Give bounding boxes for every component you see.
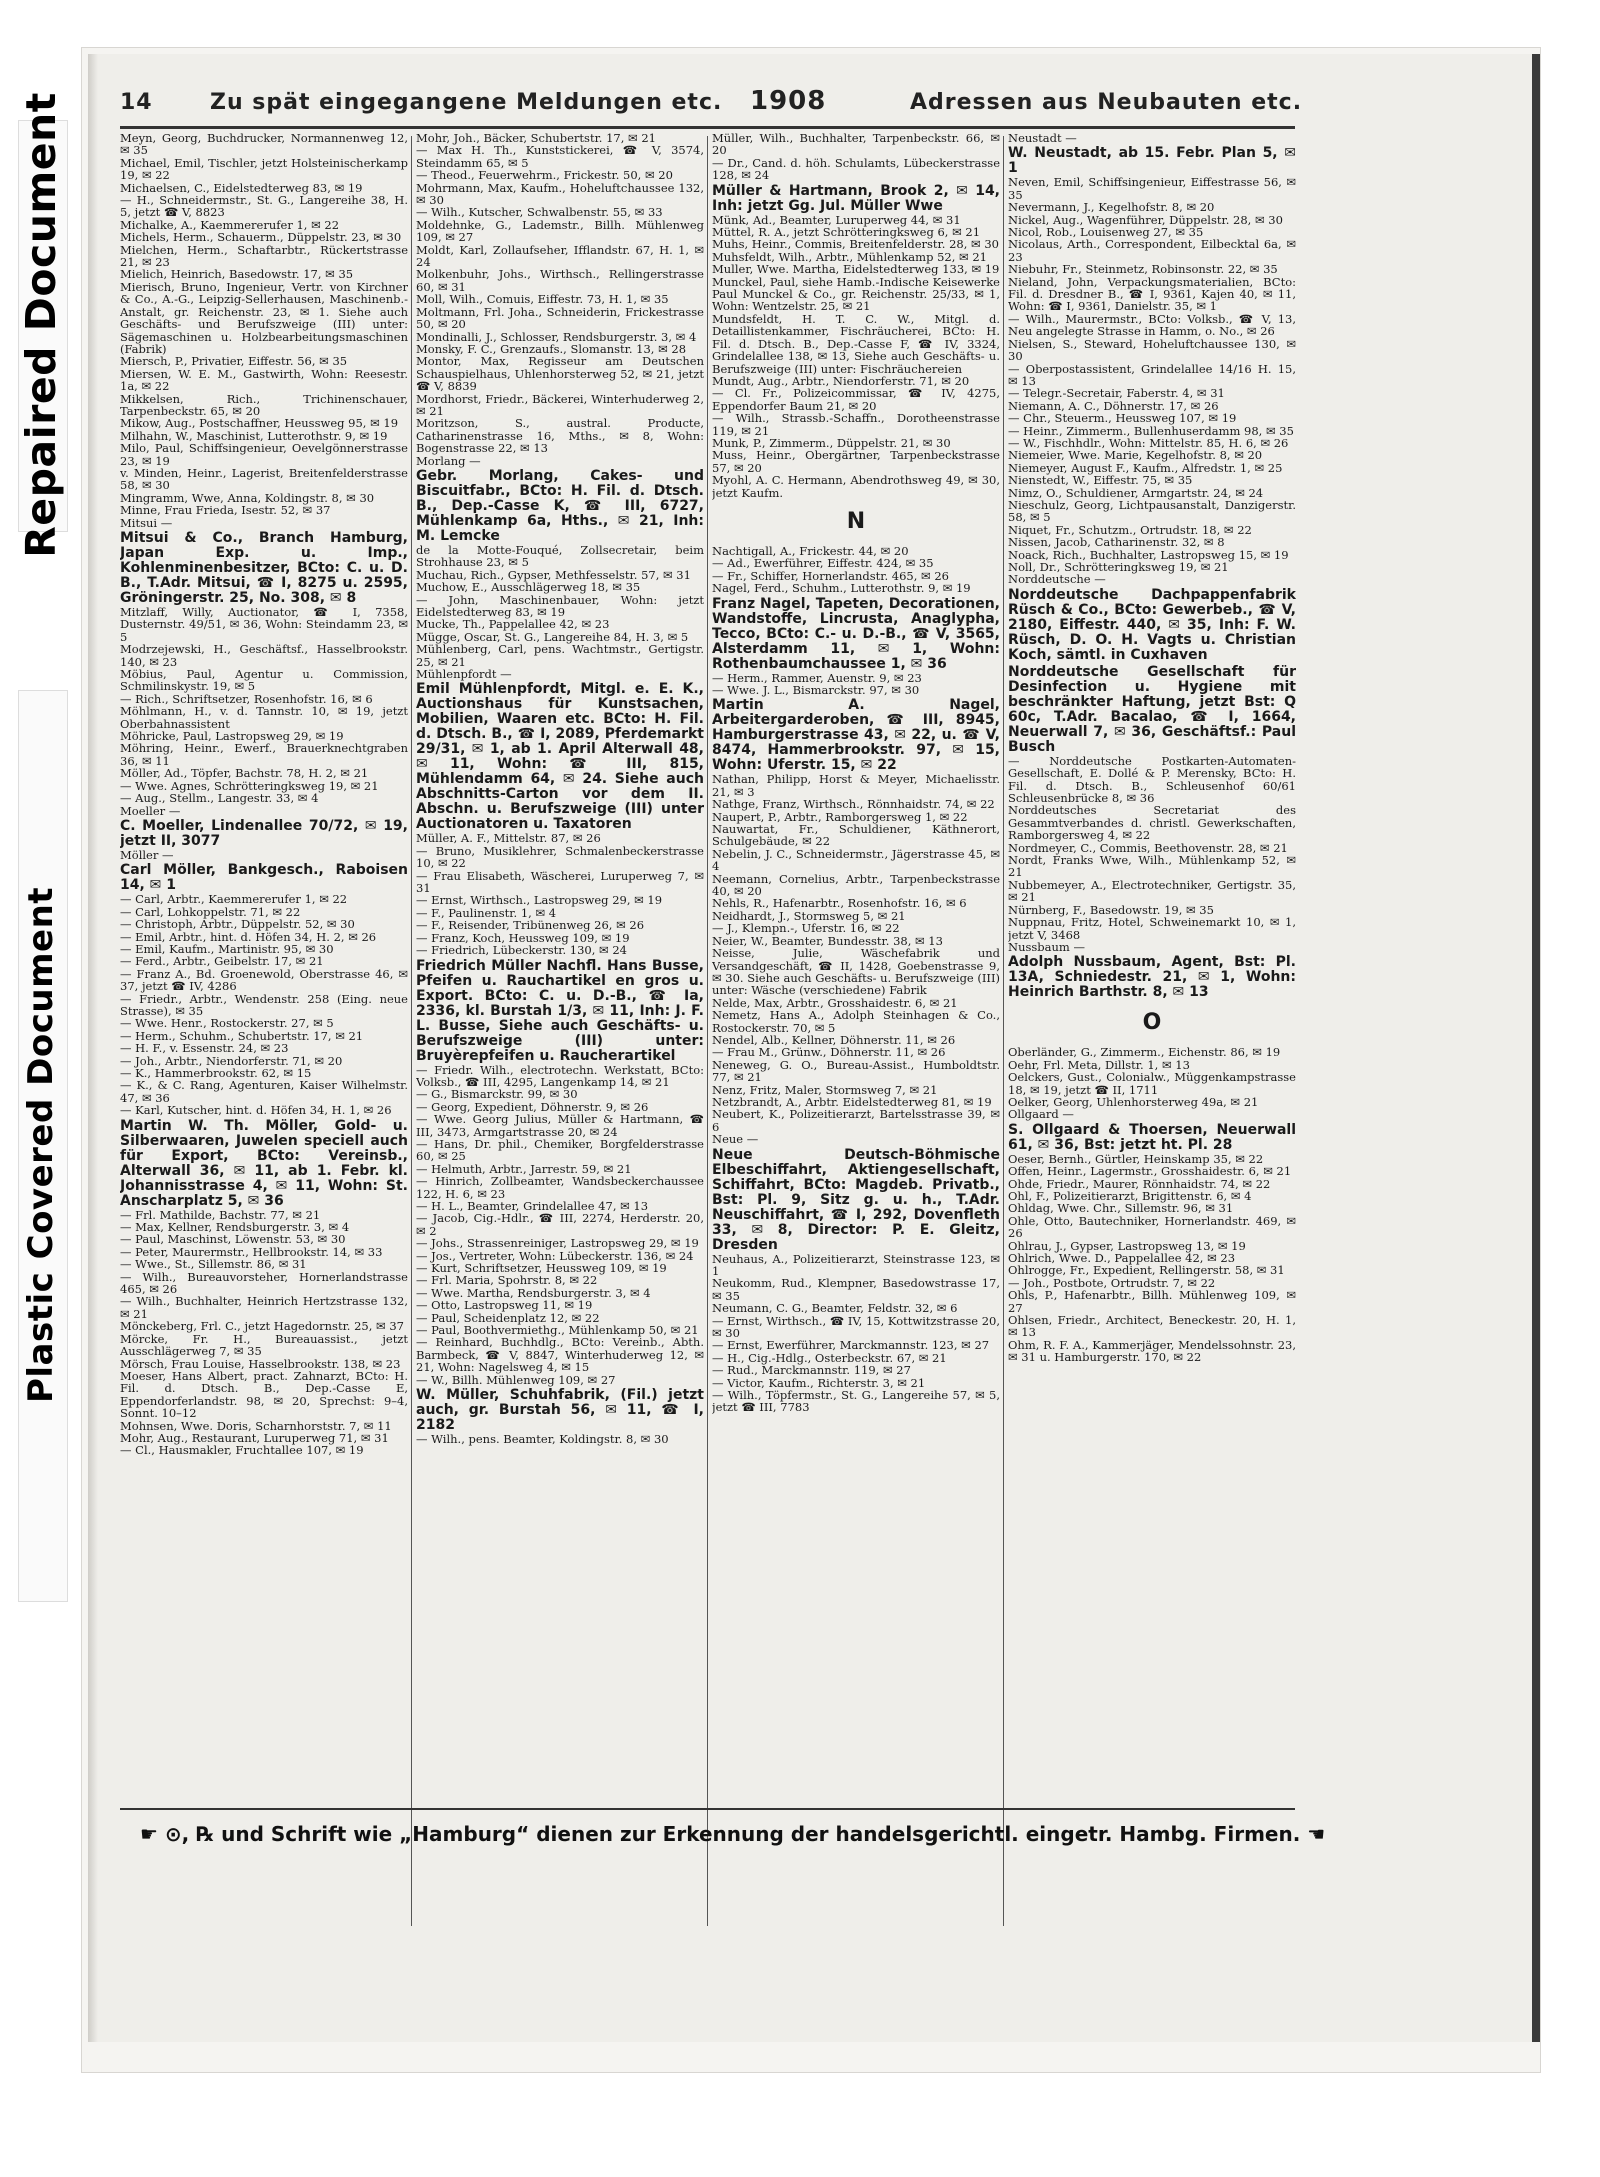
directory-entry: v. Minden, Heinr., Lagerist, Breitenfelderstrasse 58, ✉ 30: [120, 465, 408, 493]
directory-entry: — Wwe. Georg Julius, Müller & Hartmann, ☎ III, 3473, Armgartstrasse 20, ✉ 24: [416, 1112, 704, 1139]
directory-entry: Myohl, A. C. Hermann, Abendrothsweg 49, ✉ 30, jetzt Kaufm.: [712, 473, 1000, 500]
firm-entry: Müller & Hartmann, Brook 2, ✉ 14, Inh: jetzt Gg. Jul. Müller Wwe: [712, 182, 1000, 214]
directory-entry: — Karl, Kutscher, hint. d. Höfen 34, H. 1, ✉ 26: [120, 1103, 392, 1118]
directory-entry: — Frl. Mathilde, Bachstr. 77, ✉ 21: [120, 1207, 321, 1222]
directory-entry: Oelckers, Gust., Colonialw., Müggenkampstrasse 18, ✉ 19, jetzt ☎ II, 1711: [1008, 1070, 1296, 1097]
directory-entry: Mörsch, Frau Louise, Hasselbrookstr. 138, ✉ 23: [120, 1356, 401, 1371]
directory-entry: Neue —: [712, 1132, 759, 1147]
directory-entry: Möhring, Heinr., Ewerf., Brauerknechtgraben 36, ✉ 11: [120, 741, 408, 768]
directory-entry: — Wwe. Henr., Rostockerstr. 27, ✉ 5: [120, 1016, 334, 1031]
directory-entry: Ohlrogge, Fr., Expedient, Rellingerstr. 58, ✉ 31: [1008, 1263, 1285, 1278]
directory-entry: Mohr, Aug., Restaurant, Luruperweg 71, ✉ 31: [120, 1430, 389, 1445]
directory-entry: Milhahn, W., Maschinist, Lutterothstr. 9, ✉ 19: [120, 428, 388, 443]
firm-entry: Martin A. Nagel, Arbeitergarderoben, ☎ III, 8945, Hamburgerstrasse 43, ✉ 22, u. ☎ V, 8474, Hammerbrookstr. 97, ✉ 15, Wohn: Uferstr. 15, ✉ 22: [712, 697, 1000, 774]
directory-entry: — Hans, Dr. phil., Chemiker, Borgfelderstrasse 60, ✉ 25: [416, 1136, 704, 1164]
directory-entry: de la Motte-Fouqué, Zollsecretair, beim Strohhause 23, ✉ 5: [416, 542, 704, 570]
directory-entry: Niemeyer, August F., Kaufm., Alfredstr. 1, ✉ 25: [1008, 460, 1283, 475]
header-rule: [120, 126, 1295, 129]
directory-entry: Moeller —: [120, 803, 181, 818]
directory-entry: Oberländer, G., Zimmerm., Eichenstr. 86, ✉ 19: [1008, 1045, 1281, 1060]
firm-entry: W. Müller, Schuhfabrik, (Fil.) jetzt auch, gr. Burstah 56, ✉ 11, ☎ I, 2182: [416, 1387, 704, 1434]
directory-entry: — Dr., Cand. d. höh. Schulamts, Lübeckerstrasse 128, ✉ 24: [712, 155, 1000, 183]
firm-entry: Norddeutsche Dachpappenfabrik Rüsch & Co., BCto: Gewerbeb., ☎ V, 2180, Eiffestr. 440, ✉ 35, Inh: F. W. Rüsch, D. O. H. Vagts u. Christian Koch, sämtl. in Cuxhaven: [1008, 586, 1296, 663]
directory-entry: Möbius, Paul, Agentur u. Commission, Schmilinskystr. 19, ✉ 5: [120, 667, 408, 694]
directory-entry: — Wilh., Strassb.-Schaffn., Dorotheenstrasse 119, ✉ 21: [712, 411, 1000, 438]
directory-entry: Mohrmann, Max, Kaufm., Hoheluftchaussee 132, ✉ 30: [416, 180, 704, 208]
directory-entry: — Fr., Schiffer, Hornerlandstr. 465, ✉ 26: [712, 568, 949, 583]
directory-entry: — Bruno, Musiklehrer, Schmalenbeckerstrasse 10, ✉ 22: [416, 843, 704, 871]
column-3: [712, 132, 1000, 1922]
directory-entry: Mundsfeldt, H. T. C. W., Mitgl. d. Detaillistenkammer, Fischräucherei, BCto: H. Fil. d. Dtsch. B., Dep.-Casse F, ☎ IV, 3324, Grindelallee 138, ✉ 13, Siehe auch Geschäfts- u. Berufszweige (III) unter: Fischräuchereien: [712, 311, 1000, 376]
directory-entry: — Max H. Th., Kunststickerei, ☎ V, 3574, Steindamm 65, ✉ 5: [416, 143, 704, 170]
directory-entry: — Wwe. J. L., Bismarckstr. 97, ✉ 30: [712, 683, 920, 697]
directory-entry: Nenz, Fritz, Maler, Stormsweg 7, ✉ 21: [712, 1082, 938, 1097]
directory-entry: Mühlenberg, Carl, pens. Wachtmstr., Gertigstr. 25, ✉ 21: [416, 642, 704, 669]
directory-entry: Nordmeyer, C., Commis, Beethovenstr. 28, ✉ 21: [1008, 840, 1288, 855]
directory-entry: — K., Hammerbrookstr. 62, ✉ 15: [120, 1066, 312, 1080]
directory-entry: — Wilh., Bureauvorsteher, Hornerlandstrasse 465, ✉ 26: [120, 1269, 408, 1297]
directory-entry: Nissen, Jacob, Catharinenstr. 32, ✉ 8: [1008, 535, 1225, 550]
directory-entry: — Paul, Scheidenplatz 12, ✉ 22: [416, 1310, 600, 1325]
directory-entry: — Ernst, Wirthsch., ☎ IV, 15, Kottwitzstrasse 20, ✉ 30: [712, 1313, 1000, 1341]
directory-entry: Moldehnke, G., Lademstr., Billh. Mühlenweg 109, ✉ 27: [416, 217, 704, 245]
directory-entry: — Cl., Hausmakler, Fruchtallee 107, ✉ 19: [120, 1443, 364, 1458]
directory-entry: Norddeutsche —: [1008, 572, 1106, 587]
directory-entry: — Peter, Maurermstr., Hellbrookstr. 14, ✉ 33: [120, 1244, 383, 1259]
directory-entry: — W., Billh. Mühlenweg 109, ✉ 27: [416, 1372, 616, 1387]
directory-entry: Minne, Frau Frieda, Isestr. 52, ✉ 37: [120, 503, 331, 518]
directory-entry: Michaelsen, C., Eidelstedterweg 83, ✉ 19: [120, 180, 363, 195]
directory-entry: Naupert, P., Arbtr., Ramborgersweg 1, ✉ 22: [712, 809, 968, 824]
directory-entry: Moritzson, S., austral. Producte, Catharinenstrasse 16, Mths., ✉ 8, Wohn: Bogenstrasse 22, ✉ 13: [416, 416, 704, 456]
directory-entry: Michels, Herm., Schauerm., Düppelstr. 23, ✉ 30: [120, 230, 402, 245]
directory-entry: — Frau Elisabeth, Wäscherei, Luruperweg 7, ✉ 31: [416, 868, 704, 896]
directory-entry: — Emil, Arbtr., hint. d. Höfen 34, H. 2, ✉ 26: [120, 929, 377, 944]
directory-entry: Nubbemeyer, A., Electrotechniker, Gertigstr. 35, ✉ 21: [1008, 877, 1296, 905]
header-year: 1908: [750, 86, 827, 116]
directory-entry: Noll, Dr., Schrötteringksweg 19, ✉ 21: [1008, 560, 1229, 574]
directory-entry: Muhsfeldt, Wilh., Arbtr., Mühlenkamp 52, ✉ 21: [712, 249, 987, 264]
directory-entry: — Wilh., pens. Beamter, Koldingstr. 8, ✉ 30: [416, 1432, 669, 1447]
directory-entry: — Telegr.-Secretair, Faberstr. 4, ✉ 31: [1008, 386, 1225, 401]
directory-columns: [112, 132, 1326, 1962]
directory-entry: — Wilh., Töpfermstr., St. G., Langereihe 57, ✉ 5, jetzt ☎ III, 7783: [712, 1388, 1000, 1415]
directory-entry: — Herm., Schuhm., Schubertstr. 17, ✉ 21: [120, 1028, 364, 1043]
directory-entry: Mielchen, Herm., Schaftarbtr., Rückertstrasse 21, ✉ 23: [120, 242, 408, 270]
directory-entry: — Hinrich, Zollbeamter, Wandsbeckerchaussee 122, H. 6, ✉ 23: [416, 1174, 704, 1201]
directory-entry: Montor, Max, Regisseur am Deutschen Schauspielhaus, Uhlenhorsterweg 52, ✉ 21, jetzt ☎ V, 8839: [416, 354, 704, 394]
directory-entry: — Franz, Koch, Heussweg 109, ✉ 19: [416, 930, 630, 945]
footer-rule: [120, 1808, 1295, 1810]
firm-entry: W. Neustadt, ab 15. Febr. Plan 5, ✉ 1: [1008, 145, 1296, 177]
directory-entry: Nathge, Franz, Wirthsch., Rönnhaidstr. 74, ✉ 22: [712, 797, 995, 812]
directory-entry: — G., Bismarckstr. 99, ✉ 30: [416, 1087, 578, 1102]
directory-entry: — Wwe. Martha, Rendsburgerstr. 3, ✉ 4: [416, 1285, 651, 1300]
directory-entry: Möller, Ad., Töpfer, Bachstr. 78, H. 2, ✉ 21: [120, 766, 369, 781]
directory-entry: Norddeutsches Secretariat des Gesammtverbandes d. christl. Gewerkschaften, Ramborgersweg 4, ✉ 22: [1008, 803, 1296, 843]
directory-entry: Noack, Rich., Buchhalter, Lastropsweg 15, ✉ 19: [1008, 547, 1289, 562]
directory-entry: Michael, Emil, Tischler, jetzt Holsteinischerkamp 19, ✉ 22: [120, 155, 408, 183]
directory-entry: Nauwartat, Fr., Schuldiener, Käthnerort, Schulgebäude, ✉ 22: [712, 822, 1000, 849]
directory-entry: Munk, P., Zimmerm., Düppelstr. 21, ✉ 30: [712, 435, 951, 450]
column-2: [416, 132, 704, 1922]
firm-entry: Norddeutsche Gesellschaft für Desinfection u. Hygiene mit beschränkter Haftung, jetzt Bst: Q 60c, T.Adr. Bacalao, ☎ I, 1664, Neuerwall 7, ✉ 36, Geschäftsf.: Paul Busch: [1008, 663, 1296, 755]
footer-note: ☛ ⊙, ℞ und Schrift wie „Hamburg“ dienen zur Erkennung der handelsgerichtl. eingetr. Hambg. Firmen. ☚: [140, 1822, 1326, 1846]
directory-entry: — H., Schneidermstr., St. G., Langereihe 38, H. 5, jetzt ☎ V, 8823: [120, 193, 408, 220]
firm-entry: Neue Deutsch-Böhmische Elbeschiffahrt, Aktiengesellschaft, Schiffahrt, BCto: Magdeb. Privatb., Bst: Pl. 9, Sitz g. u. h., T.Adr. Neuschiffahrt, ☎ I, 292, Dovenfleth 33, ✉ 8, Director: P. E. Gleitz, Dresden: [712, 1146, 1000, 1253]
directory-entry: — H. F., v. Essenstr. 24, ✉ 23: [120, 1041, 289, 1056]
directory-entry: Ohlrau, J., Gypser, Lastropsweg 13, ✉ 19: [1008, 1238, 1246, 1253]
directory-entry: Nelde, Max, Arbtr., Grosshaidestr. 6, ✉ 21: [712, 995, 958, 1010]
directory-entry: Möhricke, Paul, Lastropsweg 29, ✉ 19: [120, 729, 344, 744]
directory-entry: — John, Maschinenbauer, Wohn: jetzt Eidelstedterweg 83, ✉ 19: [416, 592, 704, 619]
directory-entry: Nemetz, Hans A., Adolph Steinhagen & Co., Rostockerstr. 70, ✉ 5: [712, 1008, 1000, 1035]
directory-entry: Ohde, Friedr., Maurer, Rönnhaidstr. 74, ✉ 22: [1008, 1176, 1271, 1191]
directory-entry: Möller —: [120, 847, 174, 862]
directory-entry: Niquet, Fr., Schutzm., Ortrudstr. 18, ✉ 22: [1008, 522, 1252, 537]
directory-entry: Oelker, Georg, Uhlenhorsterweg 49a, ✉ 21: [1008, 1094, 1259, 1109]
directory-entry: Neven, Emil, Schiffsingenieur, Eiffestrasse 56, ✉ 35: [1008, 175, 1296, 202]
directory-entry: — Christoph, Arbtr., Düppelstr. 52, ✉ 30: [120, 917, 355, 932]
directory-entry: — H. L., Beamter, Grindelallee 47, ✉ 13: [416, 1198, 649, 1213]
directory-entry: — Heinr., Zimmerm., Bullenhuserdamm 98, ✉ 35: [1008, 423, 1294, 438]
directory-entry: — Paul, Maschinst, Löwenstr. 53, ✉ 30: [120, 1232, 346, 1247]
directory-entry: — F., Paulinenstr. 1, ✉ 4: [416, 905, 557, 920]
directory-entry: — Emil, Kaufm., Martinistr. 95, ✉ 30: [120, 941, 334, 956]
directory-entry: — K., & C. Rang, Agenturen, Kaiser Wilhelmstr. 47, ✉ 36: [120, 1078, 408, 1105]
directory-entry: — Chr., Steuerm., Heussweg 107, ✉ 19: [1008, 411, 1237, 426]
directory-entry: Nordt, Franks Wwe, Wilh., Mühlenkamp 52, ✉ 21: [1008, 853, 1296, 880]
directory-entry: Milo, Paul, Schiffsingenieur, Oevelgönnerstrasse 23, ✉ 19: [120, 441, 408, 468]
directory-entry: — Ernst, Ewerführer, Marckmannstr. 123, ✉ 27: [712, 1338, 990, 1353]
directory-entry: Morlang —: [416, 453, 481, 468]
directory-entry: Oehr, Frl. Meta, Dillstr. 1, ✉ 13: [1008, 1057, 1190, 1072]
page-right-border: [1532, 54, 1540, 2042]
directory-entry: — Carl, Arbtr., Kaemmererufer 1, ✉ 22: [120, 892, 348, 907]
directory-entry: Mitsui —: [120, 515, 173, 530]
directory-entry: Mondinalli, J., Schlosser, Rendsburgerstr. 3, ✉ 4: [416, 329, 697, 344]
directory-entry: Neumann, C. G., Beamter, Feldstr. 32, ✉ 6: [712, 1301, 958, 1316]
directory-entry: Nicolaus, Arth., Correspondent, Eilbecktal 6a, ✉ 23: [1008, 237, 1296, 264]
column-separator: [707, 136, 708, 1926]
firm-entry: Gebr. Morlang, Cakes- und Biscuitfabr., BCto: H. Fil. d. Dtsch. B., Dep.-Casse K, ☎ III, 6727, Mühlenkamp 6a, Hths., ✉ 21, Inh: M. Lemcke: [416, 467, 704, 544]
directory-entry: Neidhardt, J., Stormsweg 5, ✉ 21: [712, 908, 906, 923]
directory-entry: — Carl, Lohkoppelstr. 71, ✉ 22: [120, 904, 301, 919]
directory-entry: — Oberpostassistent, Grindelallee 14/16 H. 15, ✉ 13: [1008, 361, 1296, 388]
directory-entry: Moldt, Karl, Zollaufseher, Ifflandstr. 67, H. 1, ✉ 24: [416, 242, 704, 270]
directory-entry: — Jos., Vertreter, Wohn: Lübeckerstr. 136, ✉ 24: [416, 1248, 694, 1263]
directory-entry: Moltmann, Frl. Joha., Schneiderin, Frickestrasse 50, ✉ 20: [416, 304, 704, 332]
repaired-document-label: Repaired Document: [17, 92, 65, 558]
section-letter: N: [846, 508, 866, 534]
column-separator: [411, 136, 412, 1926]
binding-edge: [88, 54, 98, 2042]
page-header: [120, 84, 1303, 124]
directory-entry: — Theod., Feuerwehrm., Frickestr. 50, ✉ 20: [416, 168, 673, 183]
directory-entry: Neisse, Julie, Wäschefabrik und Versandgeschäft, ☎ II, 1428, Goebenstrasse 9, ✉ 30. Siehe auch Geschäfts- u. Berufszweige (III) unter: Wäsche (verschiedene) Fabrik: [712, 946, 1000, 998]
directory-entry: Neuhaus, A., Polizeitierarzt, Steinstrasse 123, ✉ 1: [712, 1251, 1000, 1278]
directory-entry: Moll, Wilh., Comuis, Eiffestr. 73, H. 1, ✉ 35: [416, 292, 669, 307]
directory-entry: Niebuhr, Fr., Steinmetz, Robinsonstr. 22, ✉ 35: [1008, 262, 1278, 277]
column-4: [1008, 132, 1296, 1922]
directory-entry: Mohnsen, Wwe. Doris, Scharnhorststr. 7, ✉ 11: [120, 1418, 392, 1433]
directory-entry: Muller, Wwe. Martha, Eidelstedterweg 133, ✉ 19: [712, 262, 1000, 277]
directory-entry: Monsky, F. C., Grenzaufs., Slomanstr. 13, ✉ 28: [416, 341, 687, 356]
directory-entry: Neemann, Cornelius, Arbtr., Tarpenbeckstrasse 40, ✉ 20: [712, 871, 1000, 899]
directory-entry: Nachtigall, A., Frickestr. 44, ✉ 20: [712, 543, 909, 558]
section-letter: O: [1142, 1010, 1162, 1036]
directory-entry: — Wwe. Agnes, Schrötteringksweg 19, ✉ 21: [120, 778, 379, 793]
column-1: [120, 132, 408, 1922]
directory-entry: Molkenbuhr, Johs., Wirthsch., Rellingerstrasse 60, ✉ 31: [416, 267, 704, 294]
directory-entry: Meyn, Georg, Buchdrucker, Normannenweg 12, ✉ 35: [120, 132, 408, 158]
directory-entry: — Georg, Expedient, Döhnerstr. 9, ✉ 26: [416, 1099, 649, 1114]
directory-entry: Muchau, Rich., Gypser, Methfesselstr. 57, ✉ 31: [416, 567, 691, 582]
directory-entry: Neukomm, Rud., Klempner, Basedowstrasse 17, ✉ 35: [712, 1276, 1000, 1303]
directory-entry: Ohldag, Wwe. Chr., Sillemstr. 96, ✉ 31: [1008, 1201, 1234, 1216]
directory-entry: Ollgaard —: [1008, 1107, 1074, 1122]
plastic-covered-document-label: Plastic Covered Document: [21, 886, 61, 1404]
directory-entry: Nieschulz, Georg, Lichtpausanstalt, Danzigerstr. 58, ✉ 5: [1008, 497, 1296, 525]
directory-entry: Muss, Heinr., Obergärtner, Tarpenbeckstrasse 57, ✉ 20: [712, 448, 1000, 475]
directory-entry: Munckel, Paul, siehe Hamb.-Indische Keisewerke Paul Munckel & Co., gr. Reichenstr. 25/33, ✉ 1, Wohn: Wentzelstr. 25, ✉ 21: [712, 274, 1000, 314]
directory-entry: — Rich., Schriftsetzer, Rosenhofstr. 16, ✉ 6: [120, 691, 373, 706]
directory-entry: Neubert, K., Polizeitierarzt, Bartelsstrasse 39, ✉ 6: [712, 1107, 1000, 1134]
directory-entry: — Kurt, Schriftsetzer, Heussweg 109, ✉ 19: [416, 1261, 667, 1275]
directory-entry: Nevermann, J., Kegelhofstr. 8, ✉ 20: [1008, 200, 1215, 215]
firm-entry: Martin W. Th. Möller, Gold- u. Silberwaaren, Juwelen speciell auch für Export, BCto: Vereinsb., Alterwall 36, ✉ 11, ab 1. Febr. kl. Johannisstrasse 4, ✉ 11, Wohn: St. Anscharplatz 5, ✉ 36: [120, 1117, 408, 1209]
directory-entry: Nussbaum —: [1008, 939, 1085, 954]
directory-entry: — Joh., Arbtr., Niendorferstr. 71, ✉ 20: [120, 1053, 343, 1068]
directory-entry: Mörcke, Fr. H., Bureauassist., jetzt Ausschlägerweg 7, ✉ 35: [120, 1331, 408, 1359]
directory-entry: — Wilh., Buchhalter, Heinrich Hertzstrasse 132, ✉ 21: [120, 1294, 408, 1321]
directory-entry: Ohle, Otto, Bautechniker, Hornerlandstr. 469, ✉ 26: [1008, 1213, 1296, 1241]
directory-entry: — Ad., Ewerführer, Eiffestr. 424, ✉ 35: [712, 556, 934, 571]
page-number: 14: [120, 90, 153, 115]
directory-entry: Muhs, Heinr., Commis, Breitenfelderstr. 28, ✉ 30: [712, 237, 999, 252]
directory-entry: Offen, Heinr., Lagermstr., Grosshaidestr. 6, ✉ 21: [1008, 1164, 1292, 1179]
directory-entry: — Max, Kellner, Rendsburgerstr. 3, ✉ 4: [120, 1220, 350, 1235]
directory-entry: Mikkelsen, Rich., Trichinenschauer, Tarpenbeckstr. 65, ✉ 20: [120, 391, 408, 418]
directory-entry: Mühlenpfordt —: [416, 667, 512, 682]
directory-entry: Ohls, P., Hafenarbtr., Billh. Mühlenweg 109, ✉ 27: [1008, 1288, 1296, 1315]
column-separator: [1003, 136, 1004, 1926]
directory-entry: — Joh., Postbote, Ortrudstr. 7, ✉ 22: [1008, 1275, 1216, 1290]
directory-entry: — Paul, Boothvermiethg., Mühlenkamp 50, ✉ 21: [416, 1323, 699, 1338]
directory-entry: Muchow, E., Ausschlägerweg 18, ✉ 35: [416, 580, 641, 595]
directory-entry: Oeser, Bernh., Gürtler, Heinskamp 35, ✉ 22: [1008, 1151, 1264, 1166]
firm-entry: Carl Möller, Bankgesch., Raboisen 14, ✉ 1: [120, 862, 408, 894]
directory-entry: Mordhorst, Friedr., Bäckerei, Winterhuderweg 2, ✉ 21: [416, 391, 704, 418]
directory-entry: Ohm, R. F. A., Kammerjäger, Mendelssohnstr. 23, ✉ 31 u. Hamburgerstr. 170, ✉ 22: [1008, 1337, 1296, 1365]
directory-entry: — J., Klempn.-, Uferstr. 16, ✉ 22: [712, 921, 900, 936]
directory-entry: Modrzejewski, H., Geschäftsf., Hasselbrookstr. 140, ✉ 23: [120, 642, 408, 669]
directory-entry: — Norddeutsche Postkarten-Automaten-Gesellschaft, E. Dollé & P. Merensky, BCto: H. Fil. d. Dtsch. B., Schleusenhof 60/61 Schleusenbrücke 8, ✉ 36: [1008, 753, 1296, 806]
directory-entry: — Ernst, Wirthsch., Lastropsweg 29, ✉ 19: [416, 893, 663, 908]
firm-entry: Mitsui & Co., Branch Hamburg, Japan Exp. u. Imp., Kohlenminenbesitzer, BCto: C. u. D. B., T.Adr. Mitsui, ☎ I, 8275 u. 2595, Gröningerstr. 25, No. 308, ✉ 8: [120, 530, 408, 606]
directory-entry: Nicol, Rob., Louisenweg 27, ✉ 35: [1008, 225, 1204, 240]
directory-entry: Mucke, Th., Pappelallee 42, ✉ 23: [416, 617, 610, 632]
directory-entry: Ohlsen, Friedr., Architect, Beneckestr. 20, H. 1, ✉ 13: [1008, 1313, 1296, 1340]
directory-entry: Neneweg, G. O., Bureau-Assist., Humboldtstr. 77, ✉ 21: [712, 1057, 1000, 1085]
directory-entry: Netzbrandt, A., Arbtr. Eidelstedterweg 81, ✉ 19: [712, 1094, 992, 1109]
firm-entry: Franz Nagel, Tapeten, Decorationen, Wandstoffe, Lincrusta, Anaglypha, Tecco, BCto: C.- u. D.-B., ☎ V, 3565, Alsterdamm 11, ✉ 1, Wohn: Rothenbaumchaussee 1, ✉ 36: [712, 595, 1000, 672]
directory-entry: — Rud., Marckmannstr. 119, ✉ 27: [712, 1363, 911, 1378]
header-right-title: Adressen aus Neubauten etc.: [910, 90, 1303, 115]
header-left-title: Zu spät eingegangene Meldungen etc.: [210, 90, 723, 115]
firm-entry: Emil Mühlenpfordt, Mitgl. e. E. K., Auctionshaus für Kunstsachen, Mobilien, Waaren etc. BCto: H. Fil. d. Dtsch. B., ☎ I, 2089, Pferdemarkt 29/31, ✉ 1, ab 1. April Alterwall 48, ✉ 11, Wohn: ☎ III, 815, Mühlendamm 64, ✉ 24. Siehe auch Abschnitts-Carton vor dem II. Abschn. u. Berufszweige (III) unter Auctionatoren u. Taxatoren: [416, 681, 704, 833]
directory-entry: Möhlmann, H., v. d. Tannstr. 10, ✉ 19, jetzt Oberbahnassistent: [120, 704, 408, 731]
directory-entry: Nebelin, J. C., Schneidermstr., Jägerstrasse 45, ✉ 4: [712, 846, 1000, 874]
directory-entry: Ohl, F., Polizeitierarzt, Brigittenstr. 6, ✉ 4: [1008, 1188, 1252, 1203]
firm-entry: C. Moeller, Lindenallee 70/72, ✉ 19, jetzt II, 3077: [120, 817, 408, 849]
directory-entry: — Friedr. Wilh., electrotechn. Werkstatt, BCto: Volksb., ☎ III, 4295, Langenkamp 14, ✉ 21: [416, 1062, 704, 1089]
directory-entry: Nathan, Philipp, Horst & Meyer, Michaelisstr. 21, ✉ 3: [712, 772, 1000, 799]
directory-entry: Michalke, A., Kaemmererufer 1, ✉ 22: [120, 217, 340, 232]
directory-entry: Mitzlaff, Willy, Auctionator, ☎ I, 7358, Dusternstr. 49/51, ✉ 36, Wohn: Steindamm 23, ✉ 5: [120, 605, 408, 644]
directory-entry: Neustadt —: [1008, 132, 1077, 145]
directory-entry: — Johs., Strassenreiniger, Lastropsweg 29, ✉ 19: [416, 1236, 699, 1251]
directory-entry: Mohr, Joh., Bäcker, Schubertstr. 17, ✉ 21: [416, 132, 656, 145]
directory-entry: Nagel, Ferd., Schuhm., Lutterothstr. 9, ✉ 19: [712, 581, 971, 596]
directory-entry: Nienstedt, W., Eiffestr. 75, ✉ 35: [1008, 473, 1193, 488]
directory-entry: Niemeier, Wwe. Marie, Kegelhofstr. 8, ✉ 20: [1008, 448, 1263, 463]
directory-entry: Münk, Ad., Beamter, Luruperweg 44, ✉ 31: [712, 212, 961, 227]
directory-entry: — Jacob, Cig.-Hdlr., ☎ III, 2274, Herderstr. 20, ✉ 2: [416, 1211, 704, 1238]
directory-entry: Nendel, Alb., Kellner, Döhnerstr. 11, ✉ 26: [712, 1032, 956, 1047]
directory-entry: — Victor, Kaufm., Richterstr. 3, ✉ 21: [712, 1375, 926, 1390]
directory-entry: Müttel, R. A., jetzt Schrötteringksweg 6, ✉ 21: [712, 225, 981, 240]
directory-entry: — Franz A., Bd. Groenewold, Oberstrasse 46, ✉ 37, jetzt ☎ IV, 4286: [120, 966, 408, 994]
directory-entry: Mügge, Oscar, St. G., Langereihe 84, H. 3, ✉ 5: [416, 629, 689, 644]
side-strip: [0, 0, 82, 2177]
directory-entry: — Cl. Fr., Polizeicommissar, ☎ IV, 4275, Eppendorfer Baum 21, ✉ 20: [712, 386, 1000, 413]
directory-entry: Müller, A. F., Mittelstr. 87, ✉ 26: [416, 831, 601, 846]
directory-entry: — Friedrich, Lübeckerstr. 130, ✉ 24: [416, 943, 627, 958]
directory-entry: — Ferd., Arbtr., Geibelstr. 17, ✉ 21: [120, 954, 324, 969]
directory-entry: Nehls, R., Hafenarbtr., Rosenhofstr. 16, ✉ 6: [712, 896, 967, 911]
directory-entry: Mönckeberg, Frl. C., jetzt Hagedornstr. 25, ✉ 37: [120, 1319, 404, 1334]
directory-entry: — Wilh., Kutscher, Schwalbenstr. 55, ✉ 33: [416, 205, 663, 220]
directory-entry: Miersch, P., Privatier, Eiffestr. 56, ✉ 35: [120, 354, 348, 369]
directory-entry: — Helmuth, Arbtr., Jarrestr. 59, ✉ 21: [416, 1161, 632, 1176]
directory-entry: — Reinhard, Buchhdlg., BCto: Vereinb., Abth. Barmbeck, ☎ V, 8847, Winterhuderweg 12, ✉ 21, Wohn: Nagelsweg 4, ✉ 15: [416, 1335, 704, 1375]
firm-entry: S. Ollgaard & Thoersen, Neuerwall 61, ✉ 36, Bst: jetzt ht. Pl. 28: [1008, 1121, 1296, 1153]
directory-entry: — Otto, Lastropsweg 11, ✉ 19: [416, 1298, 593, 1313]
directory-entry: — Wilh., Maurermstr., BCto: Volksb., ☎ V, 13, Neu angelegte Strasse in Hamm, o. No., ✉ 26: [1008, 311, 1296, 339]
directory-entry: Müller, Wilh., Buchhalter, Tarpenbeckstr. 66, ✉ 20: [712, 132, 1000, 158]
directory-entry: Mikow, Aug., Postschaffner, Heussweg 95, ✉ 19: [120, 416, 399, 431]
directory-entry: — Frau M., Grünw., Döhnerstr. 11, ✉ 26: [712, 1045, 946, 1060]
directory-entry: Nürnberg, F., Basedowstr. 19, ✉ 35: [1008, 902, 1214, 917]
directory-entry: — Herm., Rammer, Auenstr. 9, ✉ 23: [712, 670, 922, 685]
directory-entry: Nieland, John, Verpackungsmaterialien, BCto: Fil. d. Dresdner B., ☎ I, 9361, Kajen 40, ✉ 11, Wohn: ☎ I, 9361, Danielstr. 35, ✉ 1: [1008, 274, 1296, 314]
directory-entry: — H., Cig.-Hdlg., Osterbeckstr. 67, ✉ 21: [712, 1350, 947, 1365]
directory-entry: — W., Fischhdlr., Wohn: Mittelstr. 85, H. 6, ✉ 26: [1008, 435, 1289, 450]
directory-entry: Mielich, Heinrich, Basedowstr. 17, ✉ 35: [120, 267, 354, 282]
directory-entry: — Frl. Maria, Spohrstr. 8, ✉ 22: [416, 1273, 598, 1288]
directory-entry: Niemann, A. C., Döhnerstr. 17, ✉ 26: [1008, 398, 1219, 413]
directory-entry: Ohlrich, Wwe. D., Pappelallee 42, ✉ 23: [1008, 1251, 1236, 1265]
directory-entry: Moeser, Hans Albert, pract. Zahnarzt, BCto: H. Fil. d. Dtsch. B., Dep.-Casse E, Eppendorferlandstr. 98, ✉ 20, Sprechst: 9–4, Sonnt. 10–12: [120, 1368, 408, 1421]
directory-entry: — F., Reisender, Tribünenweg 26, ✉ 26: [416, 918, 645, 933]
directory-entry: Mingramm, Wwe, Anna, Koldingstr. 8, ✉ 30: [120, 490, 375, 505]
directory-entry: Mundt, Aug., Arbtr., Niendorferstr. 71, ✉ 20: [712, 373, 970, 388]
directory-entry: — Wwe., St., Sillemstr. 86, ✉ 31: [120, 1257, 307, 1272]
directory-entry: Nimz, O., Schuldiener, Armgartstr. 24, ✉ 24: [1008, 485, 1264, 500]
directory-entry: Nielsen, S., Steward, Hoheluftchaussee 130, ✉ 30: [1008, 336, 1296, 364]
firm-entry: Adolph Nussbaum, Agent, Bst: Pl. 13A, Schniedestr. 21, ✉ 1, Wohn: Heinrich Barthstr. 8, ✉ 13: [1008, 954, 1296, 1001]
directory-entry: — Friedr., Arbtr., Wendenstr. 258 (Eing. neue Strasse), ✉ 35: [120, 991, 408, 1018]
directory-entry: — Aug., Stellm., Langestr. 33, ✉ 4: [120, 791, 319, 806]
directory-entry: Miersen, W. E. M., Gastwirth, Wohn: Reesestr. 1a, ✉ 22: [120, 366, 408, 394]
directory-entry: Neier, W., Beamter, Bundesstr. 38, ✉ 13: [712, 933, 943, 948]
directory-entry: Nickel, Aug., Wagenführer, Düppelstr. 28, ✉ 30: [1008, 212, 1283, 227]
directory-entry: Mierisch, Bruno, Ingenieur, Vertr. von Kirchner & Co., A.-G., Leipzig-Sellerhausen, Maschinenb.-Anstalt, gr. Reichenstr. 23, ✉ 1. Siehe auch Geschäfts- und Berufszweige (III) unter: Sägemaschinen u. Holzbearbeitungsmaschinen (Fabrik): [120, 279, 408, 356]
directory-entry: Nuppnau, Fritz, Hotel, Schweinemarkt 10, ✉ 1, jetzt V, 3468: [1008, 915, 1296, 942]
firm-entry: Friedrich Müller Nachfl. Hans Busse, Pfeifen u. Rauchartikel en gros u. Export. BCto: C. u. D.-B., ☎ Ia, 2336, kl. Burstah 1/3, ✉ 11, Inh: J. F. L. Busse, Siehe auch Geschäfts- u. Berufszweige (III) unter: Bruyèrepfeifen u. Raucherartikel: [416, 957, 704, 1064]
